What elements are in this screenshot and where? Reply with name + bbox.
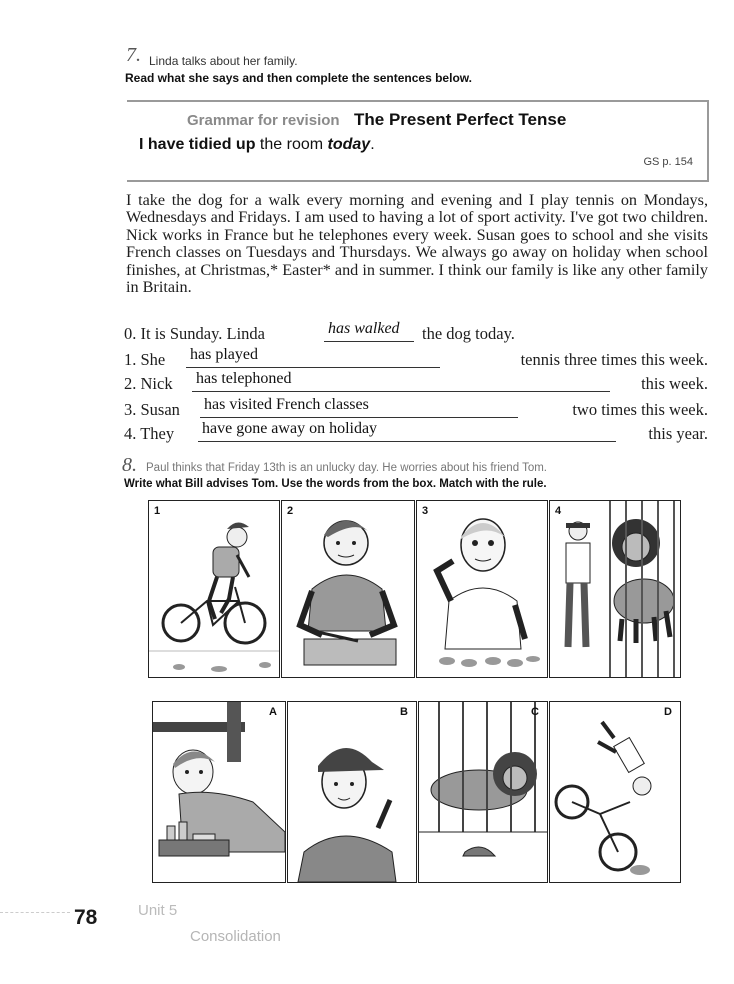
sentence-2-lead: 2. Nick bbox=[124, 374, 173, 393]
sentence-4 bbox=[124, 422, 708, 444]
picture-a-boy-ill-in-bed bbox=[152, 701, 286, 883]
sentence-3 bbox=[124, 398, 708, 420]
sentence-1-lead: 1. She bbox=[124, 350, 166, 369]
picture-4-label: 4 bbox=[555, 505, 562, 517]
sentence-4-blank[interactable] bbox=[198, 420, 616, 442]
reading-paragraph: I take the dog for a walk every morning and evening and I play tennis on Mondays, Wednesdays and Fridays. I am used to having a lot of sport activity. I've got two children. Nick works in France but he telephones every week. Susan goes to school and she visits French classes on Tuesdays and Thursdays. We always go away on holiday when school finishes, at Christmas,* Easter* and in summer. I think our family is like any other family in Britain. bbox=[126, 191, 708, 297]
lying-lion-illustration bbox=[419, 702, 547, 882]
picture-2-boy-cutting-paper bbox=[281, 500, 415, 678]
unit-label: Unit 5 bbox=[138, 902, 178, 919]
sentence-4-lead: 4. They bbox=[124, 424, 175, 443]
sentence-3-tail: two times this week. bbox=[572, 400, 708, 419]
picture-b-boy-in-cap bbox=[287, 701, 417, 883]
sentence-3-blank[interactable] bbox=[200, 396, 518, 418]
section-label: Consolidation bbox=[190, 928, 281, 945]
picture-1-label: 1 bbox=[154, 505, 161, 517]
lion-cage-illustration bbox=[550, 501, 680, 677]
exercise-8-instruction: Write what Bill advises Tom. Use the words from the box. Match with the rule. bbox=[124, 478, 547, 490]
sentence-1-tail: tennis three times this week. bbox=[520, 350, 708, 369]
picture-4-boy-at-lion-cage bbox=[549, 500, 681, 678]
page-number: 78 bbox=[74, 906, 98, 929]
exercise-7-number: 7. bbox=[126, 44, 141, 66]
picture-d-label: D bbox=[664, 706, 672, 718]
grammar-example bbox=[139, 136, 375, 154]
bicycle-fall-illustration bbox=[550, 702, 680, 882]
exercise-8-number: 8. bbox=[122, 454, 137, 476]
grammar-example-object: the room bbox=[259, 136, 324, 153]
sentence-1 bbox=[124, 348, 708, 370]
sentence-0-tail: the dog today. bbox=[422, 324, 515, 343]
grammar-example-period: . bbox=[370, 136, 375, 153]
sentence-0-answer: has walked bbox=[328, 320, 400, 337]
sentence-2-blank[interactable] bbox=[192, 370, 610, 392]
picture-c-lion-in-cage bbox=[418, 701, 548, 883]
sentence-0 bbox=[124, 322, 708, 344]
exercise-7-title: Linda talks about her family. bbox=[149, 54, 298, 68]
picture-d-boy-falling-off-bicycle bbox=[549, 701, 681, 883]
boy-sweets-illustration bbox=[417, 501, 547, 677]
exercise-7-instruction: Read what she says and then complete the sentences below. bbox=[125, 71, 472, 85]
sentence-3-answer: has visited French classes bbox=[204, 396, 369, 413]
sentence-2-answer: has telephoned bbox=[196, 370, 292, 387]
exercise-8-title: Paul thinks that Friday 13th is an unlucky day. He worries about his friend Tom. bbox=[146, 462, 547, 474]
picture-1-boy-riding-bicycle bbox=[148, 500, 280, 678]
footer-rule bbox=[0, 912, 70, 914]
picture-3-label: 3 bbox=[422, 505, 429, 517]
sentence-4-answer: have gone away on holiday bbox=[202, 420, 378, 437]
picture-2-label: 2 bbox=[287, 505, 294, 517]
grammar-box-title: The Present Perfect Tense bbox=[354, 110, 567, 129]
boy-working-illustration bbox=[282, 501, 414, 677]
grammar-reference: GS p. 154 bbox=[643, 156, 693, 168]
sentence-4-tail: this year. bbox=[648, 424, 708, 443]
grammar-box-label: Grammar for revision bbox=[187, 112, 340, 129]
sentence-1-blank[interactable] bbox=[186, 346, 440, 368]
sick-boy-illustration bbox=[153, 702, 285, 882]
sentence-2-tail: this week. bbox=[641, 374, 708, 393]
picture-3-boy-eating-sweets bbox=[416, 500, 548, 678]
bicycle-illustration bbox=[149, 501, 279, 677]
sentence-3-lead: 3. Susan bbox=[124, 400, 180, 419]
sentence-2 bbox=[124, 372, 708, 394]
picture-a-label: A bbox=[269, 706, 277, 718]
grammar-example-verb: I have tidied up bbox=[139, 136, 256, 153]
sentence-0-lead: 0. It is Sunday. Linda bbox=[124, 324, 265, 343]
sentence-0-blank bbox=[324, 320, 414, 342]
boy-cap-illustration bbox=[288, 702, 416, 882]
picture-c-label: C bbox=[531, 706, 539, 718]
picture-b-label: B bbox=[400, 706, 408, 718]
sentence-1-answer: has played bbox=[190, 346, 258, 363]
grammar-example-time: today bbox=[327, 136, 371, 153]
grammar-box bbox=[127, 100, 709, 182]
